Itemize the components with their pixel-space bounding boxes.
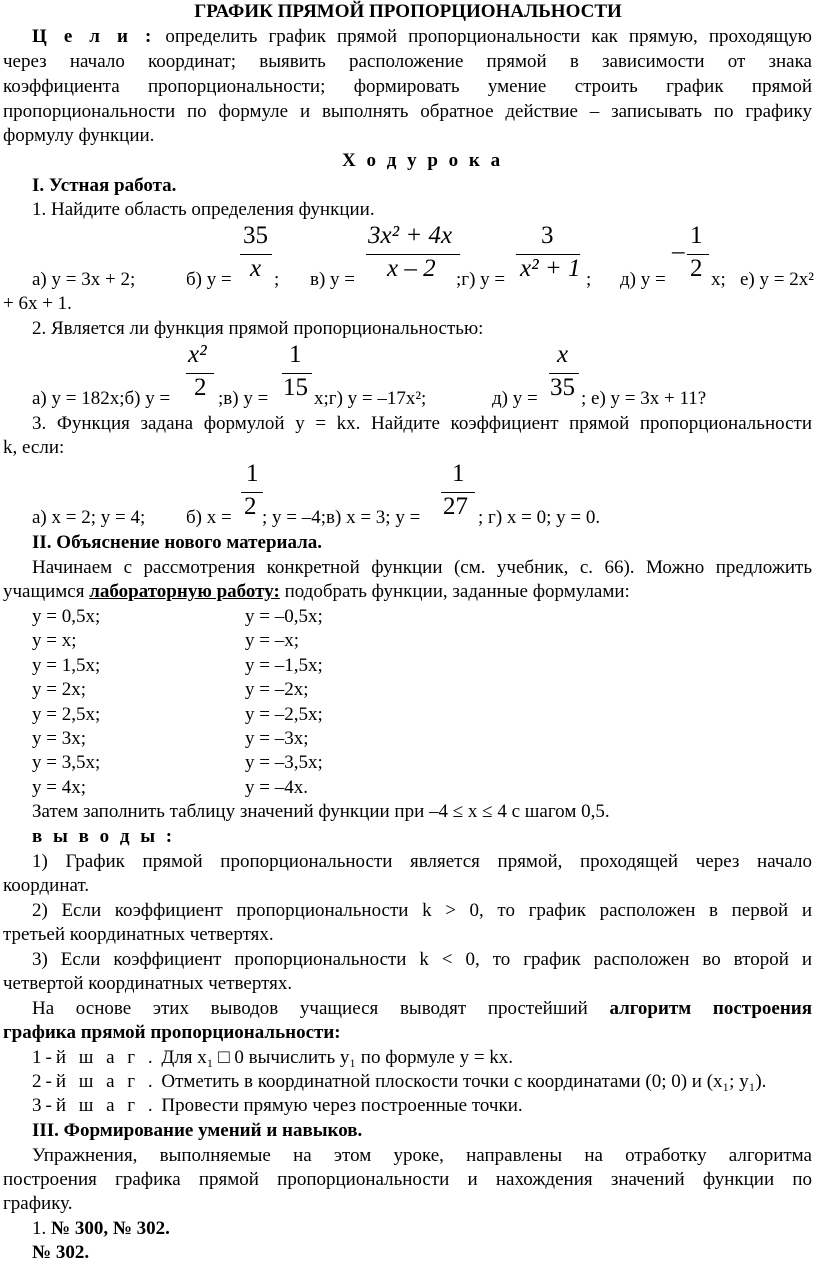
table-line: Затем заполнить таблицу значений функции при –4 ≤ x ≤ 4 с шагом 0,5. — [32, 801, 610, 822]
task-2: 2. Является ли функция прямой пропорциональностью: — [32, 318, 484, 339]
frac-g-den: x² + 1 — [520, 255, 581, 282]
algorithm-line-2: графика прямой пропорциональности: — [3, 1022, 341, 1043]
frac3-v-num: 1 — [452, 460, 465, 487]
frac2-v-den: 15 — [283, 374, 308, 401]
section-3-heading: III. Формирование умений и навыков. — [32, 1120, 363, 1141]
section-2-heading: II. Объяснение нового материала. — [32, 532, 323, 553]
function-right: y = –3,5x; — [245, 752, 323, 774]
conclusion-3-line-2: четвертой координатных четвертях. — [3, 973, 293, 994]
frac2-d-num: x — [557, 341, 569, 368]
function-left: y = 3x; — [32, 728, 86, 749]
frac3-b-num: 1 — [246, 460, 259, 487]
frac2-b-num: x² — [188, 341, 207, 368]
goals-line-5: формулу функции. — [3, 125, 155, 146]
function-left: y = 2x; — [32, 679, 86, 701]
para-3-line-3: графику. — [3, 1193, 73, 1214]
frac-b-den: x — [250, 255, 262, 282]
function-left: y = x; — [32, 630, 77, 652]
task-1: 1. Найдите область определения функции. — [32, 199, 375, 220]
frac-g-num: 3 — [541, 222, 554, 249]
function-right: y = –x; — [245, 630, 299, 652]
conclusion-1-line-1: 1) График прямой пропорциональности является прямой, проходящей через начало — [32, 851, 812, 872]
task-1-a: а) y = 3x + 2; — [32, 269, 136, 290]
goals-line-3: коэффициента пропорциональности; формировать умение строить график прямой — [3, 76, 812, 97]
frac-v-den: x – 2 — [387, 255, 436, 282]
task-2-d: д) y = — [492, 388, 538, 409]
algorithm-line-1: На основе этих выводов учащиеся выводят простейший алгоритм построения — [32, 998, 812, 1019]
page-title: ГРАФИК ПРЯМОЙ ПРОПОРЦИОНАЛЬНОСТИ — [194, 1, 622, 22]
task-1-d-end: x; — [711, 269, 726, 290]
function-right: y = –0,5x; — [245, 606, 323, 627]
para-1-line-2: учащимся лабораторную работу: подобрать функции, заданные формулами: — [3, 581, 630, 602]
function-right: y = –4x. — [245, 776, 308, 798]
task-1-e: е) y = 2x² — [740, 269, 814, 290]
function-right: y = –1,5x; — [245, 654, 323, 676]
task-1-g-end: ; — [586, 269, 592, 290]
task-2-v: ;в) y = — [218, 388, 269, 409]
frac3-b-den: 2 — [244, 493, 257, 520]
para-3-line-1: Упражнения, выполняемые на этом уроке, направлены на отработку алгоритма — [32, 1145, 812, 1166]
function-left: y = 0,5x; — [32, 606, 101, 627]
conclusion-1-line-2: координат. — [3, 875, 90, 896]
lesson-heading: Х о д у р о к а — [342, 150, 504, 171]
frac3-v-den: 27 — [443, 493, 468, 520]
exercise-last: № 302. — [32, 1242, 90, 1263]
para-3-line-2: построения графика прямой пропорциональности и нахождения значений функции по — [3, 1169, 812, 1190]
task-3-bv: ; y = –4;в) x = 3; y = — [262, 507, 421, 528]
frac-d-den: 2 — [690, 255, 703, 282]
conclusions-label: в ы в о д ы : — [32, 826, 176, 847]
task-1-d: д) y = — [620, 269, 666, 290]
goals-line-4: пропорциональности по формуле и выполнять обратное действие – записывать по графику — [3, 101, 812, 122]
exercise-line: 1. № 300, № 302. — [32, 1218, 170, 1239]
frac-d-minus: – — [672, 238, 685, 265]
frac-d-num: 1 — [690, 222, 703, 249]
task-1-g: ;г) y = — [456, 269, 506, 290]
section-1-heading: I. Устная работа. — [32, 175, 177, 196]
goals-line-2: через начало координат; выявить расположение прямой в зависимости от знака — [3, 51, 812, 72]
conclusion-2-line-1: 2) Если коэффициент пропорциональности k > 0, то график расположен в первой и — [32, 900, 812, 921]
function-left: y = 3,5x; — [32, 752, 101, 774]
frac-b-num: 35 — [243, 222, 268, 249]
frac-v-num: 3x² + 4x — [368, 222, 453, 249]
task-3-line-2: k, если: — [3, 437, 65, 458]
task-3-line-1: 3. Функция задана формулой y = kx. Найдите коэффициент прямой пропорциональности — [32, 413, 812, 434]
task-2-ab: а) y = 182x;б) y = — [32, 388, 171, 409]
function-right: y = –2x; — [245, 679, 309, 701]
frac2-d-den: 35 — [550, 374, 575, 401]
step-1: 1-й ш а г . Для x₁ □ 0 вычислить y₁ по формуле y = kx. — [32, 1047, 514, 1068]
step-3: 3-й ш а г . Провести прямую через построенные точки. — [32, 1095, 523, 1116]
conclusion-3-line-1: 3) Если коэффициент пропорциональности k < 0, то график расположен во второй и — [32, 949, 812, 970]
task-1-b-end: ; — [274, 269, 280, 290]
task-3-a: а) x = 2; y = 4; — [32, 507, 146, 528]
task-1-cont: + 6x + 1. — [3, 293, 72, 314]
frac2-b-den: 2 — [194, 374, 207, 401]
frac2-v-num: 1 — [289, 341, 302, 368]
conclusion-2-line-2: третьей координатных четвертях. — [3, 924, 274, 945]
task-2-e: ; е) y = 3x + 11? — [581, 388, 707, 409]
function-left: y = 1,5x; — [32, 654, 101, 676]
para-1-line-1: Начинаем с рассмотрения конкретной функции (см. учебник, с. 66). Можно предложить — [32, 557, 812, 578]
function-left: y = 4x; — [32, 776, 86, 798]
task-3-b: б) x = — [186, 507, 232, 528]
task-2-g: x;г) y = –17x²; — [314, 388, 427, 409]
goals-label: Ц е л и : — [32, 26, 155, 47]
task-1-b: б) y = — [186, 269, 232, 290]
task-1-v: в) y = — [310, 269, 356, 290]
goals-line-1: Ц е л и : определить график прямой пропорциональности как прямую, проходящую — [32, 26, 813, 47]
function-right: y = –2,5x; — [245, 703, 323, 725]
function-right: y = –3x; — [245, 728, 309, 749]
step-2: 2-й ш а г . Отметить в координатной плоскости точки с координатами (0; 0) и (x₁; y₁). — [32, 1071, 767, 1092]
function-left: y = 2,5x; — [32, 703, 101, 725]
task-3-g: ; г) x = 0; y = 0. — [478, 507, 601, 528]
